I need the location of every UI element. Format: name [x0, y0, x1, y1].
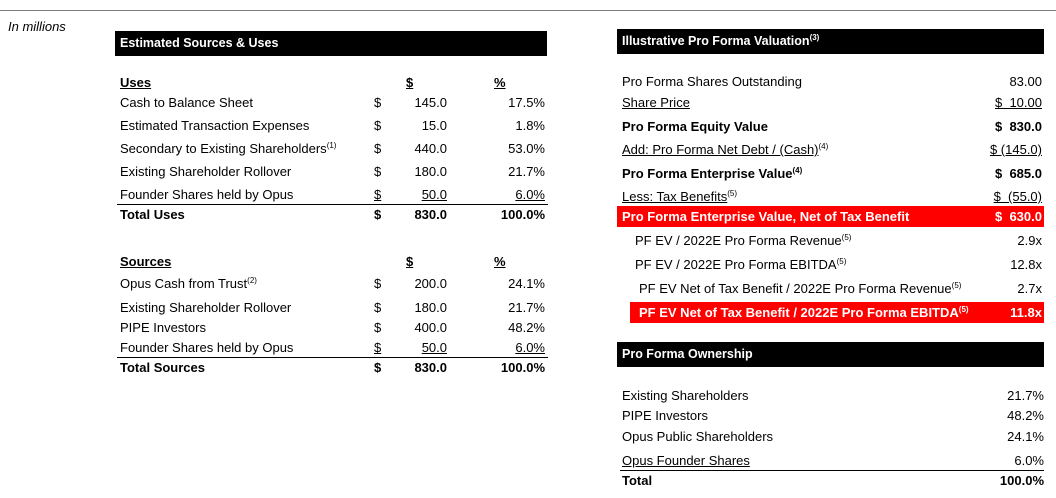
- sources-row-dollar: $: [374, 340, 382, 355]
- ownership-row: [622, 427, 1044, 447]
- sources-header-row: [120, 252, 550, 272]
- uses-row: [120, 93, 550, 113]
- uses-total-value: 830.0: [414, 207, 447, 222]
- sources-row-label: PIPE Investors: [120, 320, 206, 335]
- uses-row-pct: 17.5%: [508, 95, 545, 110]
- sources-row-dollar: $: [374, 320, 382, 335]
- uses-row-label: Cash to Balance Sheet: [120, 95, 253, 110]
- uses-row-pct: 6.0%: [515, 187, 545, 202]
- valuation-header: [617, 29, 1044, 54]
- valuation-row: [622, 187, 1042, 207]
- valuation-row-value: $ 830.0: [995, 119, 1042, 134]
- uses-row-label: Estimated Transaction Expenses: [120, 118, 310, 133]
- sources-total-pct: 100.0%: [500, 360, 545, 375]
- uses-row-dollar: $: [374, 118, 382, 133]
- valuation-row-label-wrap: [639, 279, 961, 299]
- sources-col-dollar: $: [406, 254, 414, 269]
- valuation-row-label-wrap: [639, 303, 969, 323]
- uses-col-dollar: $: [406, 75, 414, 90]
- valuation-row: [622, 117, 1042, 137]
- valuation-row-label-wrap: [622, 164, 802, 184]
- valuation-row-label: Less: Tax Benefits: [622, 189, 728, 204]
- valuation-row-label: PF EV / 2022E Pro Forma Revenue: [635, 233, 842, 248]
- valuation-row-label: PF EV / 2022E Pro Forma EBITDA: [635, 257, 837, 272]
- ownership-row-value: 24.1%: [1007, 429, 1044, 444]
- valuation-row-value: $ (145.0): [989, 142, 1042, 157]
- sources-row-label-wrap: [120, 298, 291, 318]
- sources-row-value: 50.0: [421, 340, 447, 355]
- uses-row: [120, 116, 550, 136]
- uses-row-pct: 53.0%: [508, 141, 545, 156]
- uses-row-label: Existing Shareholder Rollover: [120, 164, 292, 179]
- valuation-row-label-wrap: [622, 93, 690, 113]
- valuation-row: [635, 231, 1042, 251]
- sources-row-value: 200.0: [414, 276, 447, 291]
- uses-header-row: [120, 73, 550, 93]
- valuation-row-value: 12.8x: [1010, 257, 1042, 272]
- sources-row-label: Founder Shares held by Opus: [120, 340, 294, 355]
- uses-row-dollar: $: [374, 141, 382, 156]
- ownership-row-label: Opus Public Shareholders: [622, 429, 774, 444]
- uses-total-dollar: $: [374, 207, 382, 222]
- valuation-row-footnote: (5): [958, 305, 969, 314]
- uses-row: [120, 139, 550, 159]
- ownership-total-value: 100.0%: [999, 473, 1044, 488]
- valuation-row: [622, 207, 1042, 227]
- valuation-row-value: 11.8x: [1010, 305, 1042, 320]
- sources-total-row: [120, 358, 550, 378]
- uses-row-value: 440.0: [414, 141, 447, 156]
- sources-row-label-wrap: [120, 318, 206, 338]
- ownership-row: [622, 386, 1044, 406]
- sources-row-label: Opus Cash from Trust: [120, 276, 248, 291]
- valuation-row: [622, 93, 1042, 113]
- valuation-row-label-wrap: [622, 207, 909, 227]
- valuation-row: [639, 303, 1042, 323]
- ownership-row-label: PIPE Investors: [622, 408, 708, 423]
- valuation-row: [639, 279, 1042, 299]
- valuation-row-label: Pro Forma Equity Value: [622, 119, 768, 134]
- uses-row-label-wrap: [120, 93, 253, 113]
- valuation-row-value: $ (55.0): [993, 189, 1042, 204]
- ownership-row-label: Existing Shareholders: [622, 388, 749, 403]
- uses-row-value: 145.0: [414, 95, 447, 110]
- uses-row-pct: 1.8%: [515, 118, 545, 133]
- ownership-header: [617, 342, 1044, 367]
- valuation-row: [635, 255, 1042, 275]
- valuation-row-label-wrap: [622, 140, 828, 160]
- sources-row-value: 400.0: [414, 320, 447, 335]
- valuation-row-label: Share Price: [622, 95, 690, 110]
- ownership-row-value: 21.7%: [1007, 388, 1044, 403]
- valuation-row-value: 83.00: [1009, 74, 1042, 89]
- valuation-row-footnote: (5): [727, 189, 738, 198]
- sources-row-label-wrap: [120, 274, 257, 294]
- uses-row-label: Founder Shares held by Opus: [120, 187, 294, 202]
- valuation-row-label-wrap: [635, 255, 846, 275]
- sources-row-dollar: $: [374, 300, 382, 315]
- sources-row-pct: 24.1%: [508, 276, 545, 291]
- valuation-row-label-wrap: [622, 72, 802, 92]
- valuation-row-value: $ 685.0: [995, 166, 1042, 181]
- ownership-row-value: 6.0%: [1014, 453, 1044, 468]
- valuation-row-footnote: (5): [951, 281, 962, 290]
- ownership-row: [622, 451, 1044, 471]
- valuation-row-value: 2.9x: [1017, 233, 1042, 248]
- sources-row-footnote: (2): [247, 276, 257, 285]
- sources-row: [120, 338, 550, 358]
- valuation-row-label: Pro Forma Enterprise Value: [622, 166, 793, 181]
- uses-row-dollar: $: [374, 95, 382, 110]
- ownership-total-row: [622, 471, 1044, 491]
- sources-row-pct: 21.7%: [508, 300, 545, 315]
- uses-total-pct: 100.0%: [500, 207, 545, 222]
- ownership-row-value: 48.2%: [1007, 408, 1044, 423]
- ownership-total-label: Total: [622, 473, 653, 488]
- sources-row-label: Existing Shareholder Rollover: [120, 300, 292, 315]
- valuation-row-value: $ 10.00: [995, 95, 1042, 110]
- sources-row-label-wrap: [120, 338, 293, 358]
- sources-total-value: 830.0: [414, 360, 447, 375]
- ownership-title: Pro Forma Ownership: [622, 347, 753, 361]
- valuation-row-footnote: (5): [841, 233, 852, 242]
- units-note: In millions: [8, 19, 66, 34]
- sources-row: [120, 298, 550, 318]
- uses-row-label-wrap: [120, 139, 336, 159]
- uses-row-dollar: $: [374, 164, 382, 179]
- valuation-row-value: 2.7x: [1017, 281, 1042, 296]
- valuation-title: Illustrative Pro Forma Valuation: [622, 34, 810, 48]
- uses-col-pct: %: [494, 75, 506, 90]
- uses-total-row: [120, 205, 550, 225]
- sources-row: [120, 318, 550, 338]
- uses-row-label-wrap: [120, 185, 293, 205]
- valuation-row-label: Pro Forma Shares Outstanding: [622, 74, 802, 89]
- sources-uses-header: [115, 31, 547, 56]
- uses-row-dollar: $: [374, 187, 382, 202]
- uses-total-label: Total Uses: [120, 207, 185, 222]
- uses-row-label: Secondary to Existing Shareholders: [120, 141, 327, 156]
- valuation-row-label: Pro Forma Enterprise Value, Net of Tax Benefit: [622, 209, 910, 224]
- sources-row-dollar: $: [374, 276, 382, 291]
- valuation-row: [622, 140, 1042, 160]
- sources-col-pct: %: [494, 254, 506, 269]
- valuation-row-label-wrap: [635, 231, 851, 251]
- sources-row-value: 180.0: [414, 300, 447, 315]
- top-divider: [0, 10, 1056, 11]
- uses-row: [120, 162, 550, 182]
- valuation-row: [622, 72, 1042, 92]
- uses-header: Uses: [120, 75, 152, 90]
- valuation-row: [622, 164, 1042, 184]
- sources-total-dollar: $: [374, 360, 382, 375]
- uses-row: [120, 185, 550, 205]
- valuation-row-label: PF EV Net of Tax Benefit / 2022E Pro Forma Revenue: [639, 281, 952, 296]
- valuation-row-label-wrap: [622, 187, 737, 207]
- valuation-title-footnote: (3): [809, 33, 820, 42]
- ownership-row: [622, 406, 1044, 426]
- uses-row-footnote: (1): [326, 141, 337, 150]
- uses-row-value: 15.0: [421, 118, 447, 133]
- valuation-row-footnote: (5): [836, 257, 847, 266]
- sources-row-pct: 6.0%: [515, 340, 545, 355]
- valuation-row-footnote: (4): [792, 166, 803, 175]
- uses-row-label-wrap: [120, 116, 309, 136]
- valuation-row-value: $ 630.0: [995, 209, 1042, 224]
- ownership-row-label: Opus Founder Shares: [622, 453, 750, 468]
- uses-row-value: 180.0: [414, 164, 447, 179]
- sources-header: Sources: [120, 254, 172, 269]
- sources-total-label: Total Sources: [120, 360, 206, 375]
- valuation-row-label-wrap: [622, 117, 768, 137]
- uses-row-value: 50.0: [421, 187, 447, 202]
- valuation-row-label: Add: Pro Forma Net Debt / (Cash): [622, 142, 819, 157]
- sources-row-pct: 48.2%: [508, 320, 545, 335]
- uses-row-pct: 21.7%: [508, 164, 545, 179]
- uses-row-label-wrap: [120, 162, 291, 182]
- sources-uses-title: Estimated Sources & Uses: [120, 36, 279, 50]
- valuation-row-label: PF EV Net of Tax Benefit / 2022E Pro Forma EBITDA: [639, 305, 959, 320]
- sources-row: [120, 274, 550, 294]
- valuation-row-footnote: (4): [818, 142, 829, 151]
